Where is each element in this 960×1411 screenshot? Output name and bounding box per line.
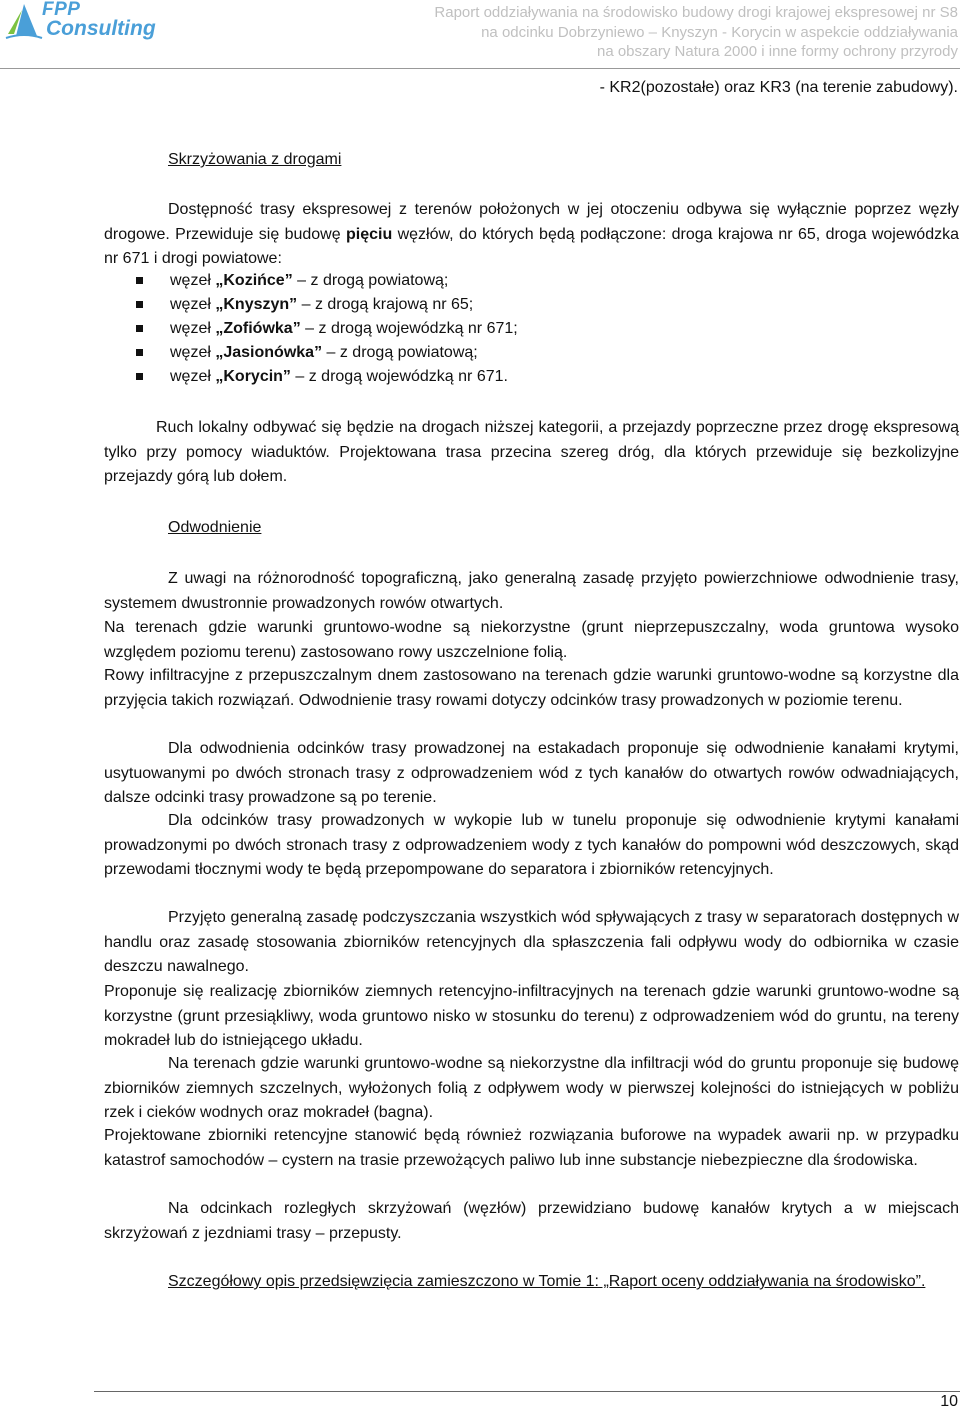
list-item: węzeł „Korycin” – z drogą wojewódzką nr 671. — [136, 365, 518, 389]
local-traffic-paragraph: Ruch lokalny odbywać się będzie na drogach niższej kategorii, a przejazdy poprzeczne przez drogę ekspresową tylko przy pomocy wiaduktów. Projektowana trasa przecina szereg dróg, dla których przewiduje się bezkolizyjne przejazdy górą lub dołem. — [104, 419, 959, 485]
bullet-square-icon — [136, 325, 143, 332]
bullet-square-icon — [136, 373, 143, 380]
drainage-heading: Odwodnienie — [168, 519, 262, 536]
bullet-square-icon — [136, 277, 143, 284]
drainage-paragraph: Proponuje się realizację zbiorników ziemnych retencyjno-infiltracyjnych na terenach gdzie warunki gruntowo-wodne są korzystne (grunt przesiąkliwy, woda gruntowo nisko w stosunku do terenu) z odprowadzeniem wód do gruntu, na tereny mokradeł lub do istniejącego układu. — [104, 983, 959, 1049]
list-item: węzeł „Jasionówka” – z drogą powiatową; — [136, 341, 518, 365]
list-item: węzeł „Knyszyn” – z drogą krajową nr 65; — [136, 293, 518, 317]
list-item: węzeł „Zofiówka” – z drogą wojewódzką nr 671; — [136, 317, 518, 341]
bullet-square-icon — [136, 349, 143, 356]
drainage-paragraph: Dla odwodnienia odcinków trasy prowadzonej na estakadach proponuje się odwodnienie kanałami krytymi, usytuowanymi po dwóch stronach trasy z odprowadzeniem wód z tych kanałów do otwartych rowów odwadniających, dalsze odcinki trasy prowadzone są po terenie. — [104, 740, 959, 806]
header-line-1: Raport oddziaływania na środowisko budowy drogi krajowej ekspresowej nr S8 — [434, 4, 958, 21]
page-number: 10 — [940, 1393, 958, 1410]
logo-text-consulting: Consulting — [46, 17, 156, 40]
footer-divider — [94, 1391, 960, 1392]
intro-post: węzłów, do których będą podłączone: droga krajowa nr 65, droga wojewódzka nr 671 i drogi powiatowe: — [104, 225, 959, 267]
logo-text-fpp: FPP — [42, 0, 81, 20]
report-reference: Szczegółowy opis przedsięwzięcia zamieszczono w Tomie 1: „Raport oceny oddziaływania na środowisko”. — [168, 1273, 926, 1290]
drainage-paragraph: Przyjęto generalną zasadę podczyszczania wszystkich wód spływających z trasy w separatorach dostępnych w handlu oraz zasadę stosowania zbiorników retencyjnych dla spłaszczenia fali odpływu wody do odbiornika w czasie deszczu nawalnego. — [104, 909, 959, 975]
drainage-paragraph: Na terenach gdzie warunki gruntowo-wodne są niekorzystne dla infiltracji wód do gruntu proponuje się budowę zbiorników ziemnych szczelnych, wyłożonych folią z odpływem wody w pierwszej kolejności do istniejących w pobliżu rzek i cieków wodnych oraz mokradeł (bagna). — [104, 1055, 959, 1121]
header-line-3: na obszary Natura 2000 i inne formy ochrony przyrody — [596, 43, 958, 60]
drainage-paragraph: Dla odcinków trasy prowadzonych w wykopie lub w tunelu proponuje się odwodnienie krytymi kanałami prowadzonymi po dwóch stronach trasy z odprowadzeniem wody z tych kanałów do pompowni wód deszczowych, skąd przewodami tłocznymi wody te będą przepompowane do separatora i zbiorników retencyjnych. — [104, 812, 959, 878]
drainage-paragraph: Z uwagi na różnorodność topograficzną, jako generalną zasadę przyjęto powierzchniowe odwodnienie trasy, systemem dwustronnie prowadzonych rowów otwartych. — [104, 570, 959, 612]
intro-pre: Dostępność trasy ekspresowej z terenów położonych w jej otoczeniu odbywa się wyłącznie poprzez węzły drogowe. Przewiduje się budowę — [104, 201, 959, 243]
fpp-consulting-logo — [4, 2, 164, 42]
header-divider — [0, 68, 960, 69]
list-item: węzeł „Kozińce” – z drogą powiatową; — [136, 269, 518, 293]
continuation-line: - KR2(pozostałe) oraz KR3 (na terenie zabudowy). — [599, 79, 958, 96]
crossings-intro — [104, 198, 959, 272]
nodes-list — [136, 269, 518, 389]
intro-bold: pięciu — [346, 225, 393, 243]
sail-icon — [4, 2, 44, 44]
crossings-heading: Skrzyżowania z drogami — [168, 151, 342, 168]
drainage-paragraph: Na terenach gdzie warunki gruntowo-wodne są niekorzystne (grunt nieprzepuszczalny, woda gruntowa wysoko względem poziomu terenu) zastosowano rowy uszczelnione folią. — [104, 619, 959, 661]
header-line-2: na odcinku Dobrzyniewo – Knyszyn - Korycin w aspekcie oddziaływania — [481, 23, 958, 41]
document-header — [434, 3, 958, 62]
drainage-paragraph: Na odcinkach rozległych skrzyżowań (węzłów) przewidziano budowę kanałów krytych a w miejscach skrzyżowań z jezdniami trasy – przepusty. — [104, 1200, 959, 1242]
drainage-paragraph: Projektowane zbiorniki retencyjne stanowić będą również rozwiązania buforowe na wypadek awarii np. w przypadku katastrof samochodów – cystern na trasie przewożących paliwo lub inne substancje niebezpieczne dla środowiska. — [104, 1127, 959, 1169]
drainage-paragraph: Rowy infiltracyjne z przepuszczalnym dnem zastosowano na terenach gdzie warunki gruntowo-wodne są korzystne dla przyjęcia takich rozwiązań. Odwodnienie trasy rowami dotyczy odcinków trasy prowadzonych w poziomie terenu. — [104, 667, 959, 709]
bullet-square-icon — [136, 301, 143, 308]
